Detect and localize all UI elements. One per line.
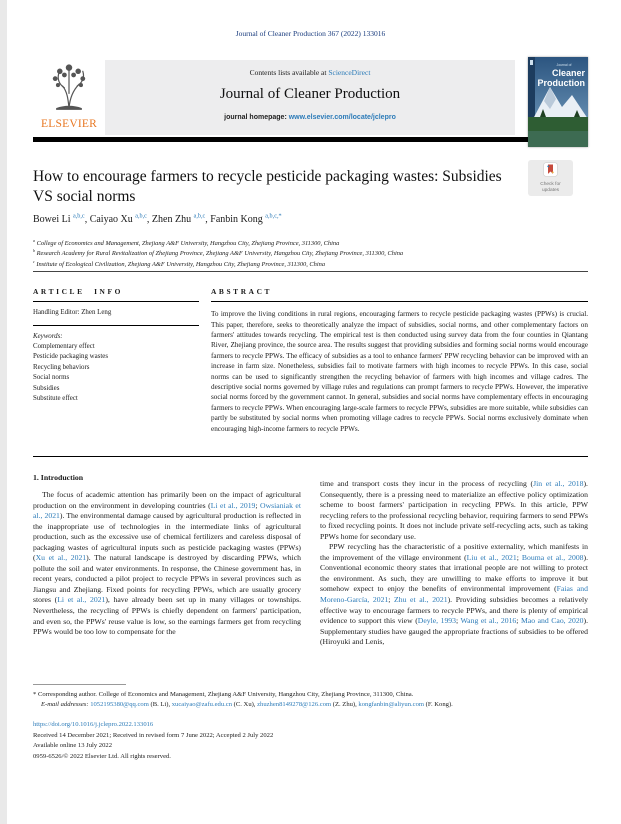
contents-available-line: Contents lists available at ScienceDirect: [249, 68, 371, 77]
email-z-zhu[interactable]: zhuzhen8149278@126.com: [257, 701, 332, 709]
check-for-updates-badge[interactable]: [528, 160, 573, 196]
cite-faias-2021[interactable]: Faias and Moreno-García, 2021: [320, 584, 588, 605]
masthead-banner: [105, 60, 515, 135]
abstract-rule: [211, 301, 588, 302]
abstract-heading: ABSTRACT: [211, 287, 273, 296]
check-updates-icon: [543, 162, 558, 177]
svg-text:Production: Production: [537, 78, 585, 88]
authors-line: Bowei Li $^{a,b,c}$, Caiyao Xu $^{a,b,c}$, Zhen Zhu $^{a,b,c}$, Fanbin Kong $^{a,b,c,*}$: [33, 212, 282, 225]
affiliation-b: $^b$ Research Academy for Rural Revitalization of Zhejiang Province, Zhejiang A&F University, Hangzhou City, Zhejiang Province, 311300, China: [33, 248, 404, 258]
author-affil-sup[interactable]: a,b,c,*: [265, 212, 282, 220]
intro-left-column: The focus of academic attention has primarily been on the impact of agricultural production on the environment in developing countries (Li et al., 2019; Owsianiak et al., 2021). The environmental damage caused by agricultural production is reflected in the inappropriate use of technologies in the intermediate links of agricultural production, such as the excessive use of chemical fertilizers and careless disposal of packaging wastes of agricultural inputs such as pesticide packaging wastes (PPWs) (Xu et al., 2021). The natural landscape is destroyed by discarding PPWs, which pollute the soil and water environments. In response, the Chinese government has, in recent years, conducted a pilot project to recycle PPWs in several provinces such as Jiangsu and Zhejiang. Fixed points for recycling PPWs, which are usually grocery stores (Li et al., 2021), have already been set up in many villages or townships. Nevertheless, the recycling of PPWs is chiefly dependent on farmers' participation, and even so, the PPWs' reuse value is low, so the earnings farmers get from recycling PPWs would be too low to compensate for the: [33, 490, 301, 637]
masthead-divider-bar: [33, 137, 565, 142]
svg-text:Journal of: Journal of: [556, 63, 572, 67]
doi-link[interactable]: https://doi.org/10.1016/j.jclepro.2022.133016: [33, 721, 154, 728]
abstract-column: [211, 287, 588, 434]
imprint-block: [33, 720, 589, 763]
keyword-item: Complementary effect: [33, 343, 95, 351]
intro-right-column: [320, 479, 588, 648]
intro-right-paragraph-2: PPW recycling has the characteristic of a positive externality, which manifests in the improvement of the village environment (Liu et al., 2021; Bouma et al., 2008). Conventional economic theory states that irrational people are not willing to protect the environment. As such, they are unwilling to make efforts to improve it but somehow expect to enjoy the benefits of environmental improvement (Faias and Moreno-García, 2021; Zhu et al., 2021). Providing subsidies becomes a relatively effective way to encourage farmers to recycle PPWs, and there is plenty of empirical evidence to support this view (Deyle, 1993; Wang et al., 2016; Mao and Cao, 2020). Supplementary studies have gauged the appropriate fractions of subsidies to be offered (Hiroyuki and Lenis,: [320, 542, 589, 647]
cite-zhu-2021[interactable]: Zhu et al., 2021: [394, 595, 448, 605]
journal-cover-thumbnail[interactable]: [528, 57, 588, 147]
abstract-text: To improve the living conditions in rural regions, encouraging farmers to recycle pesticide packaging wastes (PPWs) is crucial. This paper, therefore, seeks to theoretically analyze the impact of subsidies, social norms, and other complementary factors on farmers' attitudes towards recycling. The empirical test is then conducted using survey data from the four counties in Qiantang River, Zhejiang province, the source area. The results suggest that providing subsidies and forming social norms would encourage farmers to recycle PPWs. The efficacy of subsidies as a tool to enhance farmers' PPW recycling behavior can be improved with an increase in farm size. Nonetheless, subsidies fail to motivate farmers with high incomes to recycle PPWs. In this case, social norms can be used to significantly strengthen the recycling behavior of farmers with high incomes and village cadres. The descriptive social norms governed by village rules and regulations can prompt farmers to recycle PPWs. However, the imperative social norms forced by the government cannot. In general, subsidies and social norms have complementary effects in encouraging farmers to recycle PPWs. When encouraging large-scale farmers to recycle PPWs, subsidies are more suitable, while subsidies can partly be substituted by social norms when promoting village cadres to recycle PPWs. Social norms exclusively dominate when encouraging high-income farmers to recycle PPWs.: [211, 310, 588, 433]
footnote-block: [33, 690, 589, 711]
footnote-divider: [33, 684, 126, 685]
author-affil-sup[interactable]: a,b,c: [135, 212, 147, 220]
affiliation-c: $^c$ Institute of Ecological Civilization, Zhejiang A&F University, Hangzhou City, Zhejiang Province, 311300, China: [33, 258, 326, 268]
keyword-item: Substitute effect: [33, 394, 78, 402]
affiliations-block: [33, 239, 573, 270]
cite-owsianiak-2021[interactable]: Owsianiak et al., 2021: [33, 500, 301, 521]
elsevier-wordmark: ELSEVIER: [41, 118, 97, 130]
received-dates-line: Received 14 December 2021; Received in revised form 7 June 2022; Accepted 2 July 2022: [33, 731, 274, 739]
section-heading-introduction: 1. Introduction: [33, 473, 84, 482]
journal-title: Journal of Cleaner Production: [219, 86, 401, 102]
intro-right-paragraph-1: time and transport costs they incur in the process of recycling (Jin et al., 2018). Consequently, there is a pressing need to materialize an effective policy optimization scheme to boost farmers' participation in recycling PPWs. In this article, PPW recycling refers to the professional recycling behavior, requiring farmers to send PPWs to fixed recycling points. It does not include private self-recycling acts, such as taking PPWs home for secondary use.: [320, 479, 588, 541]
email-b-li[interactable]: 1052195380@qq.com: [90, 701, 149, 709]
cite-mao-2020[interactable]: Mao and Cao, 2020: [520, 616, 584, 626]
check-updates-label-line2: updates: [541, 187, 560, 193]
keyword-item: Recycling behaviors: [33, 363, 90, 371]
cite-liu-2021[interactable]: Liu et al., 2021: [466, 552, 517, 562]
article-info-heading: ARTICLE INFO: [33, 287, 123, 296]
email-c-xu[interactable]: xucaiyao@zafu.edu.cn: [171, 701, 233, 709]
keyword-item: Pesticide packaging wastes: [33, 353, 109, 361]
keywords-label: Keywords:: [33, 332, 63, 340]
email-addresses-line: E-mail addresses: 1052195380@qq.com (B. Li), xucaiyao@zafu.edu.cn (C. Xu), zhuzhen8149278@126.com (Z. Zhu), kongfanbin@aliyun.com (F. Kong).: [41, 701, 453, 709]
author-affil-sup[interactable]: a,b,c: [73, 212, 85, 220]
divider-above-info: [33, 271, 588, 272]
journal-cover-art: [528, 57, 588, 147]
article-info-column: [33, 287, 199, 404]
cite-xu-2021[interactable]: Xu et al., 2021: [35, 553, 87, 563]
corresponding-author-note: * Corresponding author. College of Economics and Management, Zhejiang A&F University, Hangzhou City, Zhejiang Province, 311300, China.: [33, 691, 414, 698]
article-title: How to encourage farmers to recycle pesticide packaging wastes: Subsidies VS social norms: [33, 168, 502, 206]
cite-jin-2018[interactable]: Jin et al., 2018: [533, 479, 584, 488]
available-online-line: Available online 13 July 2022: [33, 742, 112, 750]
divider-below-abstract: [33, 456, 588, 457]
sciencedirect-link[interactable]: ScienceDirect: [328, 68, 371, 77]
cite-bouma-2008[interactable]: Bouma et al., 2008: [521, 552, 584, 562]
running-header-citation: Journal of Cleaner Production 367 (2022) 133016: [235, 29, 386, 38]
elsevier-logo[interactable]: [33, 60, 105, 138]
affiliation-a: $^a$ College of Economics and Management, Zhejiang A&F University, Hangzhou City, Zhejiang Province, 311300, China: [33, 237, 340, 247]
email-f-kong[interactable]: kongfanbin@aliyun.com: [358, 701, 425, 709]
cite-li-2019[interactable]: Li et al., 2019: [210, 500, 256, 510]
journal-masthead: [33, 57, 588, 149]
check-updates-label-line1: Check for: [540, 182, 561, 187]
cite-deyle-1993[interactable]: Deyle, 1993: [417, 616, 456, 626]
svg-text:Cleaner: Cleaner: [551, 68, 585, 78]
keyword-item: Social norms: [33, 374, 70, 382]
elsevier-tree-icon: [46, 60, 92, 112]
journal-homepage-line: journal homepage: www.elsevier.com/locate/jclepro: [224, 114, 396, 121]
article-info-rule: [33, 301, 199, 302]
cite-li-2021[interactable]: Li et al., 2021: [57, 595, 106, 605]
page-edge: [0, 0, 7, 824]
copyright-line: 0959-6526/© 2022 Elsevier Ltd. All rights reserved.: [33, 753, 171, 761]
cite-wang-2016[interactable]: Wang et al., 2016: [460, 616, 517, 626]
journal-homepage-link[interactable]: www.elsevier.com/locate/jclepro: [288, 114, 396, 121]
handling-editor: Handling Editor: Zhen Leng: [33, 309, 112, 317]
keyword-item: Subsidies: [33, 384, 60, 392]
author-affil-sup[interactable]: a,b,c: [193, 212, 206, 220]
article-info-rule2: [33, 325, 199, 326]
